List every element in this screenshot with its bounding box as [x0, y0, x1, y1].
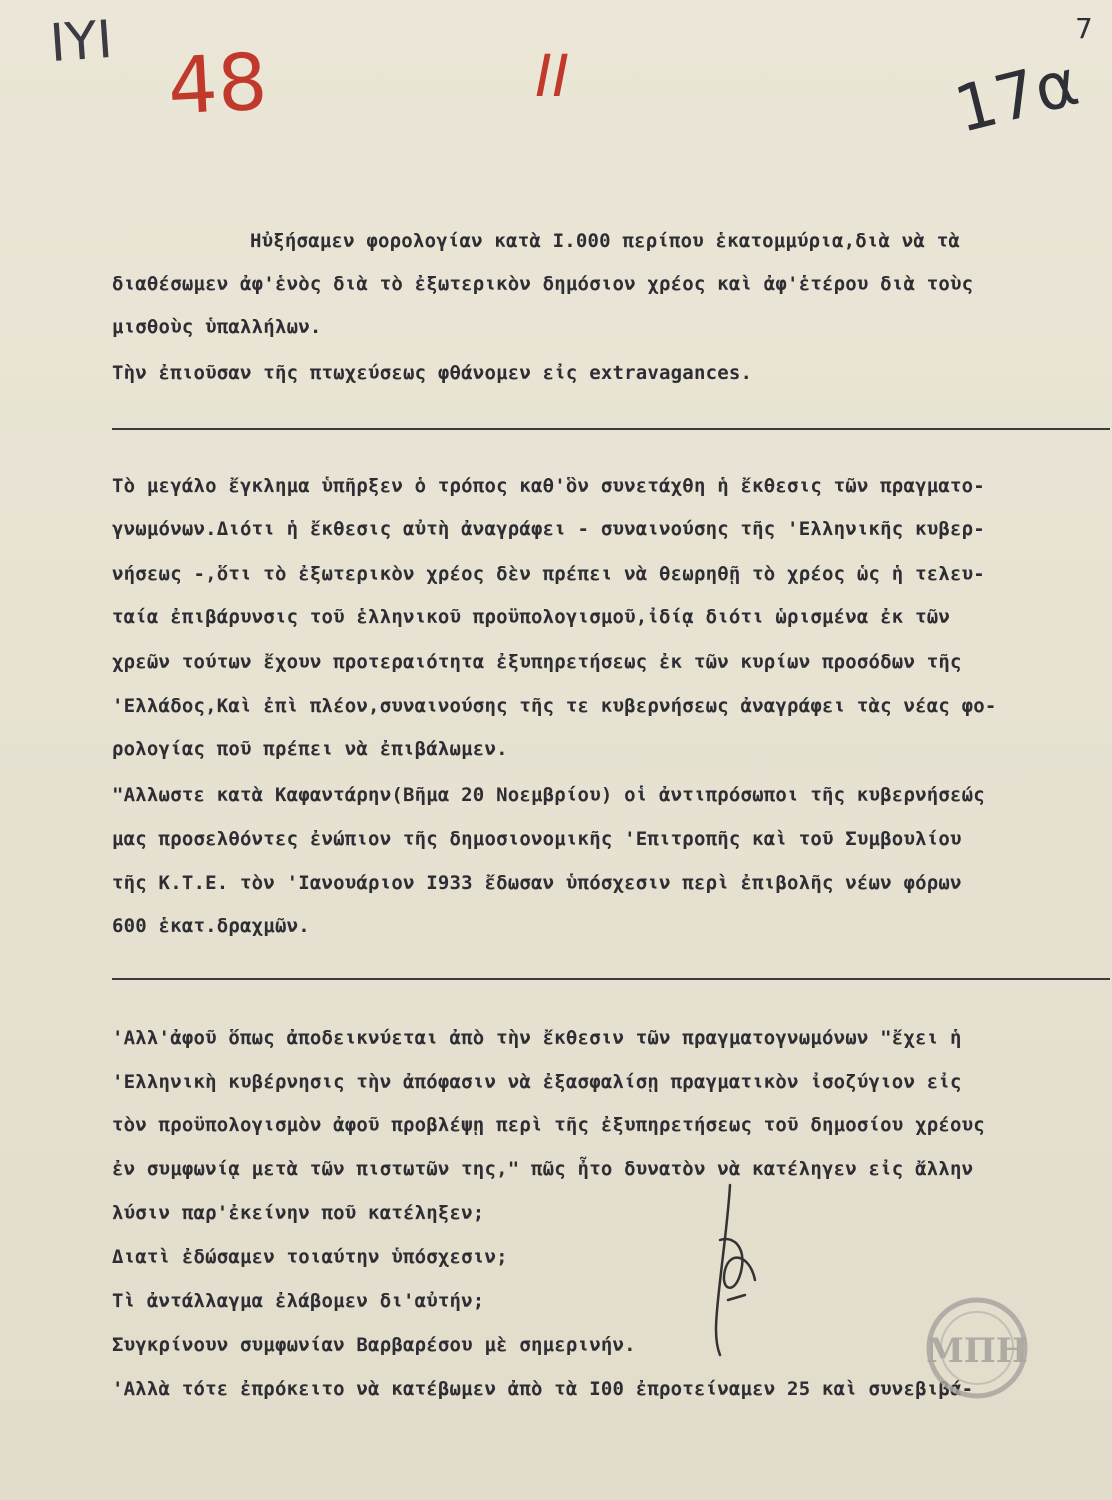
text-line: διαθέσωμεν ἀφ'ἑνὸς διὰ τὸ ἐξωτερικὸν δημόσιον χρέος καὶ ἀφ'ἑτέρου διὰ τοὺς	[112, 273, 974, 295]
handwritten-signature	[700, 1180, 770, 1360]
text-line: Τὶ ἀντάλλαγμα ἐλάβομεν δι'αὐτήν;	[112, 1290, 485, 1312]
text-line: μισθοὺς ὑπαλλήλων.	[112, 316, 322, 338]
text-line: Τὸ μεγάλο ἔγκλημα ὑπῆρξεν ὁ τρόπος καθ'ὃν συνετάχθη ἡ ἔκθεσις τῶν πραγματο-	[112, 475, 985, 497]
text-line: Ηὐξήσαμεν φορολογίαν κατὰ Ι.000 περίπου ἑκατομμύρια,διὰ νὰ τὰ	[250, 230, 960, 252]
text-line: Διατὶ ἐδώσαμεν τοιαύτην ὑπόσχεσιν;	[112, 1246, 508, 1268]
text-line: χρεῶν τούτων ἔχουν προτεραιότητα ἐξυπηρετήσεως ἐκ τῶν κυρίων προσόδων τῆς	[112, 651, 962, 673]
text-line: Συγκρίνουν συμφωνίαν Βαρβαρέσου μὲ σημερινήν.	[112, 1334, 636, 1356]
text-line: 600 ἑκατ.δραχμῶν.	[112, 915, 310, 937]
text-line: ἐν συμφωνίᾳ μετὰ τῶν πιστωτῶν της," πῶς ἦτο δυνατὸν νὰ κατέληγεν εἰς ἄλλην	[112, 1158, 974, 1180]
text-line: 'Αλλὰ τότε ἐπρόκειτο νὰ κατέβωμεν ἀπὸ τὰ Ι00 ἐπροτείναμεν 25 καὶ συνεβιβά-	[112, 1378, 974, 1400]
text-line: γνωμόνων.Διότι ἡ ἔκθεσις αὐτὴ ἀναγράφει - συναινούσης τῆς 'Ελληνικῆς κυβερ-	[112, 518, 985, 540]
folio-number-right: 17α	[947, 46, 1086, 148]
red-folio-number: 48	[165, 37, 270, 133]
corner-number: 7	[1075, 12, 1093, 45]
text-line: τὸν προϋπολογισμὸν ἀφοῦ προβλέψῃ περὶ τῆς ἐξυπηρετήσεως τοῦ δημοσίου χρέους	[112, 1114, 985, 1136]
text-line: τῆς Κ.Τ.Ε. τὸν 'Ιανουάριον Ι933 ἔδωσαν ὑπόσχεσιν περὶ ἐπιβολῆς νέων φόρων	[112, 872, 962, 894]
text-line: ρολογίας ποῦ πρέπει νὰ ἐπιβάλωμεν.	[112, 738, 508, 760]
archive-stamp	[925, 1296, 1030, 1401]
text-line: ταία ἐπιβάρυνσις τοῦ ἑλληνικοῦ προϋπολογισμοῦ,ἰδίᾳ διότι ὡρισμένα ἐκ τῶν	[112, 606, 951, 628]
text-line: "Αλλωστε κατὰ Καφαντάρην(Βῆμα 20 Νοεμβρίου) οἱ ἀντιπρόσωποι τῆς κυβερνήσεώς	[112, 784, 985, 806]
text-line: λύσιν παρ'ἐκείνην ποῦ κατέληξεν;	[112, 1202, 485, 1224]
text-line: 'Αλλ'ἀφοῦ ὅπως ἀποδεικνύεται ἀπὸ τὴν ἔκθεσιν τῶν πραγματογνωμόνων "ἔχει ἡ	[112, 1027, 962, 1049]
text-line: νήσεως -,ὅτι τὸ ἐξωτερικὸν χρέος δὲν πρέπει νὰ θεωρηθῇ τὸ χρέος ὡς ἡ τελευ-	[112, 563, 985, 585]
section-divider	[112, 978, 1110, 980]
text-line: 'Ελλάδος,Καὶ ἐπὶ πλέον,συναινούσης τῆς τε κυβερνήσεως ἀναγράφει τὰς νέας φο-	[112, 695, 997, 717]
top-left-handwritten-mark: ΙΥΙ	[47, 9, 115, 75]
text-line: 'Ελληνικὴ κυβέρνησις τὴν ἀπόφασιν νὰ ἐξασφαλίσῃ πραγματικὸν ἰσοζύγιον εἰς	[112, 1071, 962, 1093]
text-line: Τὴν ἐπιοῦσαν τῆς πτωχεύσεως φθάνομεν εἰς extravagances.	[112, 362, 753, 384]
red-roman-numeral: II	[535, 42, 570, 110]
section-divider	[112, 428, 1110, 430]
text-line: μας προσελθόντες ἐνώπιον τῆς δημοσιονομικῆς 'Επιτροπῆς καὶ τοῦ Συμβουλίου	[112, 828, 962, 850]
svg-text:ΜΠΗ: ΜΠΗ	[926, 1331, 1028, 1371]
